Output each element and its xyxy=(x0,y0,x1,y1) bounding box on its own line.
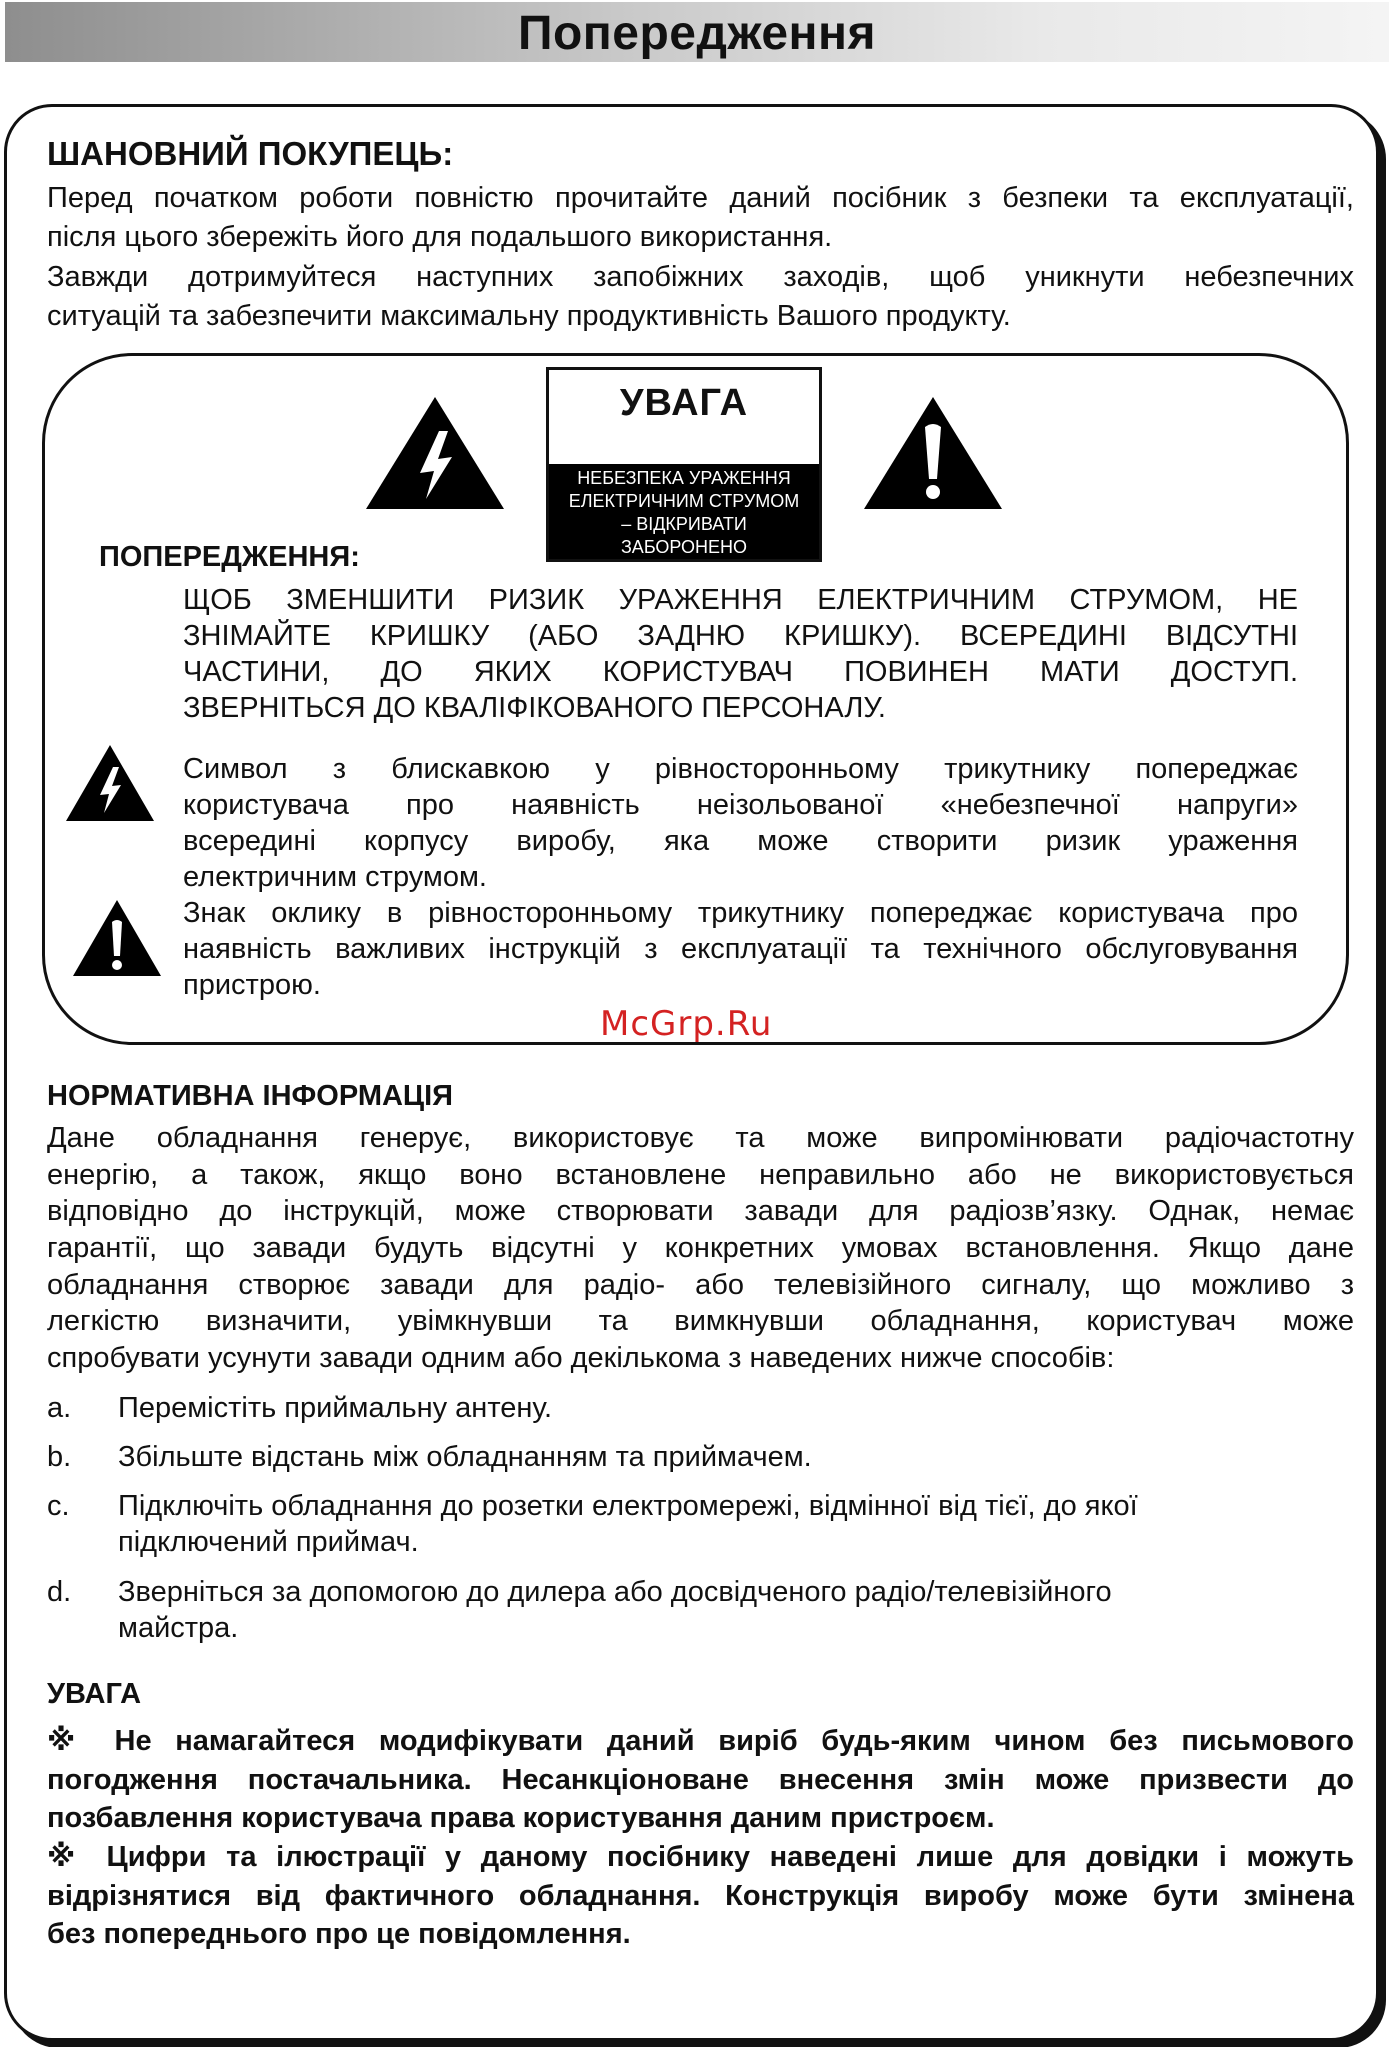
intro-paragraph-2-line-1: Завжди дотримуйтеся наступних запобіжних заходів, щоб уникнути небезпечних xyxy=(47,261,1354,293)
list-item-marker: d. xyxy=(47,1576,72,1608)
page-title: Попередження xyxy=(517,7,877,60)
intro-paragraph-1-line-1: Перед початком роботи повністю прочитайте даний посібник з безпеки та експлуатації, xyxy=(47,182,1354,214)
warning-line: ЧАСТИНИ, ДО ЯКИХ КОРИСТУВАЧ ПОВИНЕН МАТИ ДОСТУП. xyxy=(183,656,1298,688)
caution-line: – ВІДКРИВАТИ xyxy=(621,514,747,534)
attention-heading: УВАГА xyxy=(47,1678,142,1710)
list-item: Зверніться за допомогою до дилера або досвідченого радіо/телевізійного xyxy=(118,1576,1112,1608)
warning-line: ЩОБ ЗМЕНШИТИ РИЗИК УРАЖЕННЯ ЕЛЕКТРИЧНИМ СТРУМОМ, НЕ xyxy=(183,584,1298,616)
regulatory-heading: НОРМАТИВНА ІНФОРМАЦІЯ xyxy=(47,1080,454,1112)
list-item-continuation: майстра. xyxy=(118,1612,239,1644)
attention-line: позбавлення користувача права користування даним пристроєм. xyxy=(47,1802,995,1834)
regulatory-line: відповідно до інструкцій, може створювати завади для радіозв’язку. Однак, немає xyxy=(47,1195,1354,1227)
exclamation-symbol-text: наявність важливих інструкцій з експлуатації та технічного обслуговування xyxy=(183,933,1298,965)
exclamation-symbol-text: пристрою. xyxy=(183,969,321,1001)
intro-heading: ШАНОВНИЙ ПОКУПЕЦЬ: xyxy=(47,135,454,172)
caution-line: ЕЛЕКТРИЧНИМ СТРУМОМ xyxy=(568,491,800,511)
intro-paragraph-2-line-2: ситуацій та забезпечити максимальну продуктивність Вашого продукту. xyxy=(47,300,1011,332)
regulatory-line: легкістю визначити, увімкнувши та вимкнувши обладнання, користувач може xyxy=(47,1305,1354,1337)
intro-paragraph-1-line-2: після цього збережіть його для подальшого використання. xyxy=(47,221,833,253)
caution-inner-panel xyxy=(549,464,819,559)
exclamation-warning-icon xyxy=(862,395,1004,511)
attention-line: ※ Не намагайтеся модифікувати даний виріб будь-яким чином без письмового xyxy=(47,1725,1354,1757)
caution-title: УВАГА xyxy=(619,382,749,424)
small-exclamation-icon xyxy=(71,898,163,978)
attention-line: ※ Цифри та ілюстрації у даному посібнику наведені лише для довідки і можуть xyxy=(47,1841,1354,1873)
page-header xyxy=(5,2,1389,62)
caution-label xyxy=(546,367,822,562)
attention-line: погодження постачальника. Несанкціоноване внесення змін може призвести до xyxy=(47,1764,1354,1796)
lightning-warning-icon xyxy=(364,395,506,511)
regulatory-line: Дане обладнання генерує, використовує та може випромінювати радіочастотну xyxy=(47,1122,1354,1154)
list-item: Збільште відстань між обладнанням та приймачем. xyxy=(118,1441,812,1473)
attention-line: без попереднього про це повідомлення. xyxy=(47,1918,631,1950)
list-item: Підключіть обладнання до розетки електромережі, відмінної від тієї, до якої xyxy=(118,1490,1138,1522)
caution-line: ЗАБОРОНЕНО xyxy=(620,537,748,557)
watermark: McGrp.Ru xyxy=(600,1004,773,1044)
warning-heading: ПОПЕРЕДЖЕННЯ: xyxy=(99,541,360,573)
lightning-symbol-text: електричним струмом. xyxy=(183,861,487,893)
caution-line: НЕБЕЗПЕКА УРАЖЕННЯ xyxy=(577,468,791,488)
regulatory-line: обладнання створює завади для радіо- або телевізійного сигналу, що можливо з xyxy=(47,1269,1354,1301)
regulatory-line: гарантії, що завади будуть відсутні у конкретних умовах встановлення. Якщо дане xyxy=(47,1232,1354,1264)
list-item-marker: b. xyxy=(47,1441,72,1473)
exclamation-symbol-text: Знак оклику в рівносторонньому трикутнику попереджає користувача про xyxy=(183,897,1298,929)
small-lightning-icon xyxy=(64,743,156,823)
list-item-marker: a. xyxy=(47,1392,72,1424)
attention-line: відрізнятися від фактичного обладнання. Конструкція виробу може бути змінена xyxy=(47,1880,1354,1912)
warning-line: ЗНІМАЙТЕ КРИШКУ (АБО ЗАДНЮ КРИШКУ). ВСЕРЕДИНІ ВІДСУТНІ xyxy=(183,620,1298,652)
warning-line: ЗВЕРНІТЬСЯ ДО КВАЛІФІКОВАНОГО ПЕРСОНАЛУ. xyxy=(183,692,886,724)
regulatory-line: спробувати усунути завади одним або декількома з наведених нижче способів: xyxy=(47,1342,1115,1374)
list-item-marker: c. xyxy=(47,1490,70,1522)
lightning-symbol-text: всередині корпусу виробу, яка може створити ризик ураження xyxy=(183,825,1298,857)
lightning-symbol-text: Символ з блискавкою у рівносторонньому трикутнику попереджає xyxy=(183,753,1298,785)
list-item-continuation: підключений приймач. xyxy=(118,1526,419,1558)
list-item: Перемістіть приймальну антену. xyxy=(118,1392,553,1424)
lightning-symbol-text: користувача про наявність неізольованої «небезпечної напруги» xyxy=(183,789,1298,821)
regulatory-line: енергію, а також, якщо воно встановлене неправильно або не використовується xyxy=(47,1159,1354,1191)
